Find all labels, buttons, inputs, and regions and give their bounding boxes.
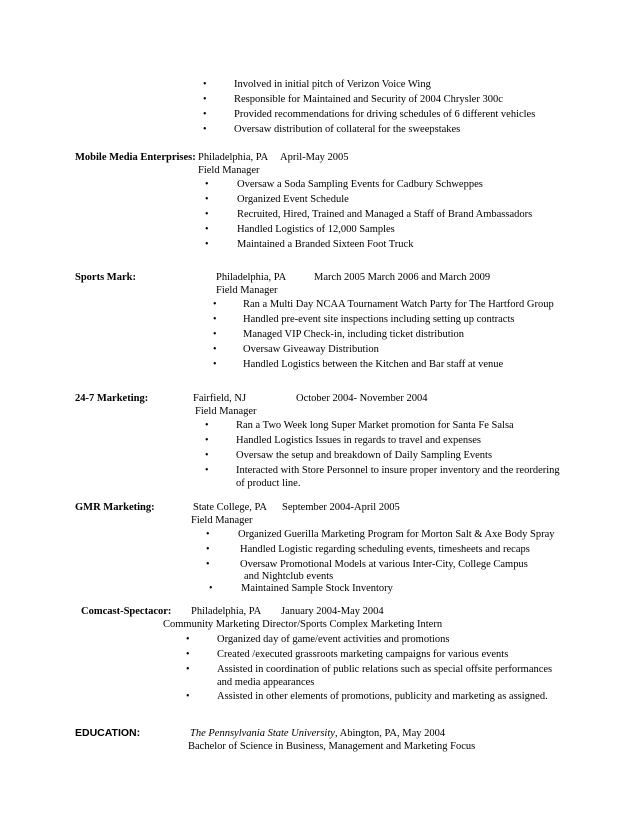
list-item: Assisted in coordination of public relations such as special offsite performances bbox=[217, 664, 553, 675]
list-item: Responsible for Maintained and Security of 2004 Chrysler 300c bbox=[234, 94, 503, 105]
job-location: Philadelphia, PA bbox=[198, 152, 269, 163]
bullet-icon: • bbox=[203, 124, 207, 135]
bullet-icon: • bbox=[205, 209, 209, 220]
bullet-icon: • bbox=[186, 649, 190, 660]
education-degree: Bachelor of Science in Business, Management and Marketing Focus bbox=[188, 741, 476, 752]
list-item: Oversaw Promotional Models at various Inter-City, College Campus bbox=[240, 559, 528, 570]
education-heading: EDUCATION: bbox=[75, 727, 141, 739]
job-title: Field Manager bbox=[198, 165, 260, 176]
bullet-icon: • bbox=[206, 559, 210, 570]
bullet-icon: • bbox=[213, 344, 217, 355]
bullet-icon: • bbox=[205, 224, 209, 235]
bullet-icon: • bbox=[203, 109, 207, 120]
bullet-icon: • bbox=[186, 664, 190, 675]
list-item: Interacted with Store Personnel to insure proper inventory and the reordering bbox=[236, 465, 560, 476]
bullet-icon: • bbox=[205, 194, 209, 205]
job-title: Field Manager bbox=[195, 406, 257, 417]
bullet-icon: • bbox=[213, 359, 217, 370]
bullet-icon: • bbox=[186, 634, 190, 645]
list-item: Organized Guerilla Marketing Program for Morton Salt & Axe Body Spray bbox=[238, 529, 555, 540]
list-item-continuation: and Nightclub events bbox=[244, 571, 334, 582]
list-item: Handled Logistics Issues in regards to travel and expenses bbox=[236, 435, 481, 446]
bullet-icon: • bbox=[213, 299, 217, 310]
list-item: Assisted in other elements of promotions, publicity and marketing as assigned. bbox=[217, 691, 548, 702]
job-dates: September 2004-April 2005 bbox=[282, 502, 400, 513]
job-location: Philadelphia, PA bbox=[191, 606, 262, 617]
list-item: Handled Logistics between the Kitchen and Bar staff at venue bbox=[243, 359, 504, 370]
job-title: Field Manager bbox=[191, 515, 253, 526]
education-school-line bbox=[190, 727, 445, 740]
bullet-icon: • bbox=[205, 420, 209, 431]
list-item: Managed VIP Check-in, including ticket distribution bbox=[243, 329, 465, 340]
list-item: Organized day of game/event activities and promotions bbox=[217, 634, 450, 645]
bullet-icon: • bbox=[205, 450, 209, 461]
bullet-icon: • bbox=[206, 544, 210, 555]
job-dates: January 2004-May 2004 bbox=[281, 606, 384, 617]
bullet-icon: • bbox=[213, 329, 217, 340]
company-name: Comcast-Spectacor: bbox=[81, 606, 172, 617]
list-item: Maintained Sample Stock Inventory bbox=[241, 583, 393, 594]
list-item: Created /executed grassroots marketing campaigns for various events bbox=[217, 649, 509, 660]
school-details: , Abington, PA, May 2004 bbox=[334, 728, 446, 739]
job-location: State College, PA bbox=[193, 502, 267, 513]
bullet-icon: • bbox=[205, 435, 209, 446]
bullet-icon: • bbox=[206, 529, 210, 540]
list-item-continuation: of product line. bbox=[236, 478, 301, 489]
list-item: Ran a Two Week long Super Market promotion for Santa Fe Salsa bbox=[236, 420, 514, 431]
list-item: Oversaw the setup and breakdown of Daily Sampling Events bbox=[236, 450, 493, 461]
bullet-icon: • bbox=[205, 465, 209, 476]
list-item: Recruited, Hired, Trained and Managed a Staff of Brand Ambassadors bbox=[237, 209, 533, 220]
list-item: Provided recommendations for driving schedules of 6 different vehicles bbox=[234, 109, 536, 120]
list-item: Ran a Multi Day NCAA Tournament Watch Party for The Hartford Group bbox=[243, 299, 554, 310]
job-location: Fairfield, NJ bbox=[193, 393, 247, 404]
bullet-icon: • bbox=[209, 583, 213, 594]
list-item: Oversaw Giveaway Distribution bbox=[243, 344, 379, 355]
job-title: Field Manager bbox=[216, 285, 278, 296]
bullet-icon: • bbox=[205, 239, 209, 250]
list-item: Involved in initial pitch of Verizon Voice Wing bbox=[234, 79, 431, 90]
bullet-icon: • bbox=[203, 94, 207, 105]
job-dates: October 2004- November 2004 bbox=[296, 393, 428, 404]
company-name: 24-7 Marketing: bbox=[75, 393, 149, 404]
company-name: Mobile Media Enterprises: bbox=[75, 152, 196, 163]
bullet-icon: • bbox=[186, 691, 190, 702]
job-dates: April-May 2005 bbox=[280, 152, 349, 163]
list-item: Organized Event Schedule bbox=[237, 194, 349, 205]
school-name: The Pennsylvania State University bbox=[190, 728, 335, 739]
list-item: Oversaw distribution of collateral for the sweepstakes bbox=[234, 124, 461, 135]
list-item: Oversaw a Soda Sampling Events for Cadbury Schweppes bbox=[237, 179, 483, 190]
list-item: Handled Logistic regarding scheduling events, timesheets and recaps bbox=[240, 544, 530, 555]
bullet-icon: • bbox=[203, 79, 207, 90]
company-name: Sports Mark: bbox=[75, 272, 136, 283]
company-name: GMR Marketing: bbox=[75, 502, 155, 513]
job-location: Philadelphia, PA bbox=[216, 272, 287, 283]
list-item-continuation: and media appearances bbox=[217, 677, 315, 688]
job-title: Community Marketing Director/Sports Complex Marketing Intern bbox=[163, 619, 443, 630]
list-item: Maintained a Branded Sixteen Foot Truck bbox=[237, 239, 414, 250]
list-item: Handled pre-event site inspections including setting up contracts bbox=[243, 314, 515, 325]
job-dates: March 2005 March 2006 and March 2009 bbox=[314, 272, 491, 283]
bullet-icon: • bbox=[205, 179, 209, 190]
list-item: Handled Logistics of 12,000 Samples bbox=[237, 224, 395, 235]
bullet-icon: • bbox=[213, 314, 217, 325]
